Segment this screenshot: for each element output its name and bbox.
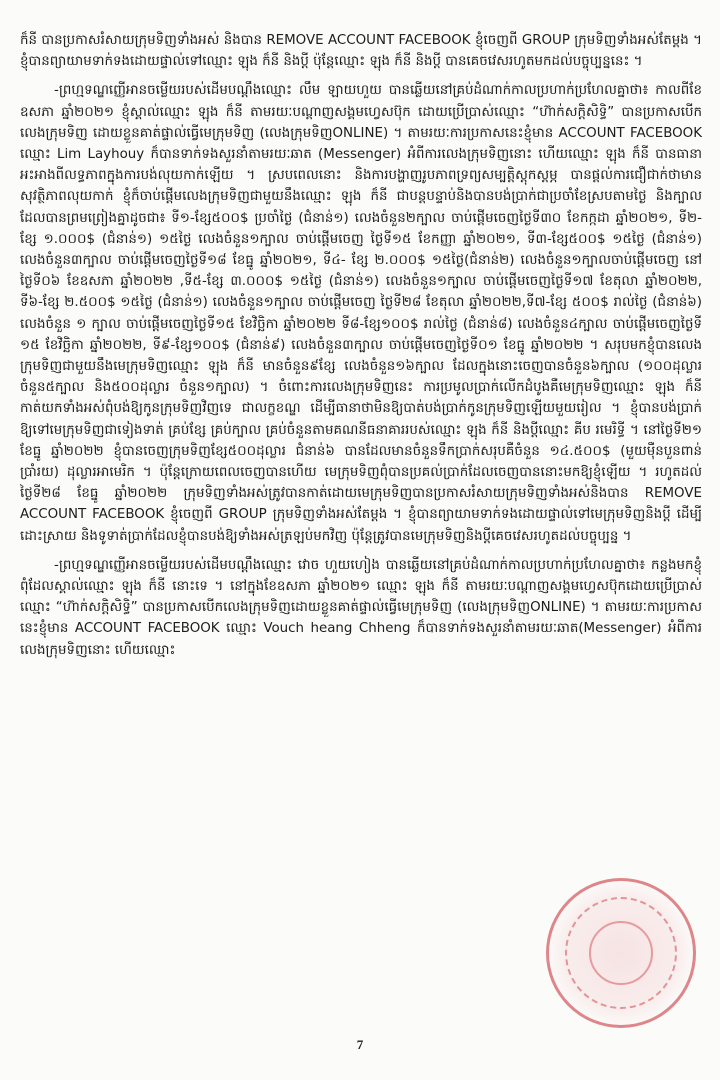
page-number: 7 [356, 1037, 364, 1052]
paragraph-1: ក៏នី បានប្រកាសរំសាយក្រុមទិញទាំងអស់ និងបាន REMOVE ACCOUNT FACEBOOK ខ្ញុំចេញពី GROUP ក្រុមទិញទាំងអស់តែម្តង ។ ខ្ញុំបានព្យាយាមទាក់ទងដោយផ្ទាល់ទៅឈ្មោះ ឡុង ក៏នី និងប្តី ប៉ុន្តែឈ្មោះ ឡុង ក៏នី និងប្តី បានគេចវេសរហូតមកដល់បច្ចុប្បន្ននេះ ។ [20, 33, 702, 70]
paragraph-3: -ព្រហ្មទណ្ឌញ្ញើអានចម្លើយរបស់ដើមបណ្តឹងឈ្មោះ វោច ហួយហៀង បានឆ្លើយនៅគ្រប់ដំណាក់កាលប្រហាក់ប្រហែលគ្នាថា៖ កន្លងមកខ្ញុំពុំដែលស្គាល់ឈ្មោះ ឡុង ក៏នី នោះទេ ។ នៅក្នុងខែឧសភា ឆ្នាំ២០២១ ឈ្មោះ ឡុង ក៏នី តាមរយៈបណ្តាញសង្គមហ្វេសប៊ុកដោយប្រើប្រាស់ឈ្មោះ “ហ៊ាក់សក្តិសិទ្ធិ” បានប្រកាសបើកលេងក្រុមទិញដោយខ្លួនគាត់ផ្ទាល់ធ្វើមេក្រុមទិញ (លេងក្រុមទិញONLINE) ។ តាមរយៈការប្រកាសនេះខ្ញុំមាន ACCOUNT FACEBOOK ឈ្មោះ Vouch heang Chheng ក៏បានទាក់ទងសួរនាំតាមរយៈឆាត(Messenger) អំពីការលេងក្រុមទិញនោះ ហើយឈ្មោះ [20, 557, 702, 658]
document-page [20, 30, 702, 1040]
paragraph-2: -ព្រហ្មទណ្ឌញ្ញើអានចម្លើយរបស់ដើមបណ្តឹងឈ្មោះ លឹម ឡាយហួយ បានឆ្លើយនៅគ្រប់ដំណាក់កាលប្រហាក់ប្រហែលគ្នាថា៖ កាលពីខែឧសភា ឆ្នាំ២០២១ ខ្ញុំស្គាល់ឈ្មោះ ឡុង ក៏នី តាមរយៈបណ្តាញសង្គមហ្វេសប៊ុក ដោយប្រើប្រាស់ឈ្មោះ “ហ៊ាក់សក្តិសិទ្ធិ” បានប្រកាសបើកលេងក្រុមទិញ ដោយខ្លួនគាត់ផ្ទាល់ធ្វើមេក្រុមទិញ (លេងក្រុមទិញONLINE) ។ តាមរយៈការប្រកាសនេះខ្ញុំមាន ACCOUNT FACEBOOK ឈ្មោះ Lim Layhouy ក៏បានទាក់ទងសួរនាំតាមរយៈឆាត (Messenger) អំពីការលេងក្រុមទិញនោះ ហើយឈ្មោះ ឡុង ក៏នី បានធានាអះអាងពីលទ្ធភាពក្នុងការបង់លុយកាក់ឡើយ ។ ស្របពេលនោះ និងការបង្ហាញរូបភាពទ្រព្យសម្បត្តិស្តុកស្តម្ភ បានផ្តល់ការជឿជាក់ថាមានសុវត្ថិភាពលុយកាក់ ខ្ញុំក៏ចាប់ផ្តើមលេងក្រុមទិញជាមួយនឹងឈ្មោះ ឡុង ក៏នី ជាបន្តបន្ទាប់និងបានបង់ប្រាក់ជាប្រចាំខែស្របតាមថ្ងៃ និងក្បាលដែលបានព្រមព្រៀងគ្នាដូចជា៖ ទី១-ខ្សែ៥០០$ ប្រចាំថ្ងៃ (ជំនាន់១) លេងចំនួន២ក្បាល ចាប់ផ្តើមចេញថ្ងៃទី៣០ ខែកក្កដា ឆ្នាំ២០២១, ទី២-ខ្សែ ១.០០០$ (ជំនាន់១) ១៥ថ្ងៃ លេងចំនួន១ក្បាល ចាប់ផ្តើមចេញ ថ្ងៃទី១៥ ខែកញ្ញា ឆ្នាំ២០២១, ទី៣-ខ្សែ៥០០$ ១៥ថ្ងៃ (ជំនាន់១) លេងចំនួន៣ក្បាល ចាប់ផ្តើមចេញថ្ងៃទី១៨ ខែធ្នូ ឆ្នាំ២០២១, ទី៤- ខ្សែ ២.០០០$ ១៥ថ្ងៃ(ជំនាន់២) លេងចំនួន១ក្បាលចាប់ផ្តើមចេញ នៅថ្ងៃទី០៦ ខែឧសភា ឆ្នាំ២០២២ ,ទី៥-ខ្សែ ៣.០០០$ ១៥ថ្ងៃ (ជំនាន់១) លេងចំនួន១ក្បាល ចាប់ផ្តើមចេញថ្ងៃទី១៧ ខែតុលា ឆ្នាំ២០២២, ទី៦-ខ្សែ ២.៥០០$ ១៥ថ្ងៃ (ជំនាន់១) លេងចំនួន១ក្បាល ចាប់ផ្តើមចេញ ថ្ងៃទី២៨ ខែតុលា ឆ្នាំ២០២២,ទី៧-ខ្សែ ៥០០$ រាល់ថ្ងៃ (ជំនាន់៦) លេងចំនួន ១ ក្បាល ចាប់ផ្តើមចេញថ្ងៃទី១៥ ខែវិច្ឆិកា ឆ្នាំ២០២២ ទី៨-ខ្សែ១០០$ រាល់ថ្ងៃ (ជំនាន់៨) លេងចំនួន៤ក្បាល ចាប់ផ្តើមចេញថ្ងៃទី ១៥ ខែវិច្ឆិកា ឆ្នាំ២០២២, ទី៩-ខ្សែ១០០$ (ជំនាន់៩) លេងចំនួន៣ក្បាល ចាប់ផ្តើមចេញថ្ងៃទី០១ ខែធ្នូ ឆ្នាំ២០២២ ។ សរុបមកខ្ញុំបានលេងក្រុមទិញជាមួយនឹងមេក្រុមទិញឈ្មោះ ឡុង ក៏នី មានចំនួន៩ខ្សែ លេងចំនួន១៦ក្បាល ដែលក្នុងនោះចេញបានចំនួន៦ក្បាល (១០០ដុល្លារចំនួន៥ក្បាល និង៥០០ដុល្លារ ចំនួន១ក្បាល) ។ ចំពោះការលេងក្រុមទិញនេះ ការប្រមូលប្រាក់លើកដំបូងគឺមេក្រុមទិញឈ្មោះ ឡុង ក៏នី កាត់យកទាំងអស់ពុំបង់ឱ្យកូនក្រុមទិញវិញទេ ជាលក្ខខណ្ឌ ដើម្បីធានាថាមិនឱ្យបាត់បង់ប្រាក់កូនក្រុមទិញឡើយមួយរៀល ។ ខ្ញុំបានបង់ប្រាក់ឱ្យទៅមេក្រុមទិញជាទៀងទាត់ គ្រប់ខ្សែ គ្រប់ក្បាល គ្រប់ចំនួនតាមគណនីធនាគាររបស់ឈ្មោះ ឡុង ក៏នី និងប្តីឈ្មោះ គីប រមេរិទ្ធី ។ នៅថ្ងៃទី២១ ខែធ្នូ ឆ្នាំ២០២២ ខ្ញុំបានចេញក្រុមទិញខ្សែ៥០០ដុល្លារ ជំនាន់៦ បានដែលមានចំនួនទឹកប្រាក់សរុបគឺចំនួន ១៤.៥០០$ (មួយម៉ឺនបួនពាន់ប្រាំរយ) ដុល្លារអាមេរិក ។ ប៉ុន្តែក្រោយពេលចេញបានហើយ មេក្រុមទិញពុំបានប្រគល់ប្រាក់ដែលចេញបាននោះមកឱ្យខ្ញុំឡើយ ។ រហូតដល់ថ្ងៃទី២៨ ខែធ្នូ ឆ្នាំ២០២២ ក្រុមទិញទាំងអស់ត្រូវបានកាត់ដោយមេក្រុមទិញបានប្រកាសរំសាយក្រុមទិញទាំងអស់និងបាន REMOVE ACCOUNT FACEBOOK ខ្ញុំចេញពី GROUP ក្រុមទិញទាំងអស់តែម្តង ។ ខ្ញុំបានព្យាយាមទាក់ទងដោយផ្ទាល់ទៅមេក្រុមទិញនិងប្តី ដើម្បីដោះស្រាយ និងទូទាត់ប្រាក់ដែលខ្ញុំបានបង់ឱ្យទាំងអស់ត្រឡប់មកវិញ ប៉ុន្តែត្រូវបានមេក្រុមទិញនិងប្តីគេចវេសរហូតដល់បច្ចុប្បន្ន ។ [20, 83, 702, 544]
